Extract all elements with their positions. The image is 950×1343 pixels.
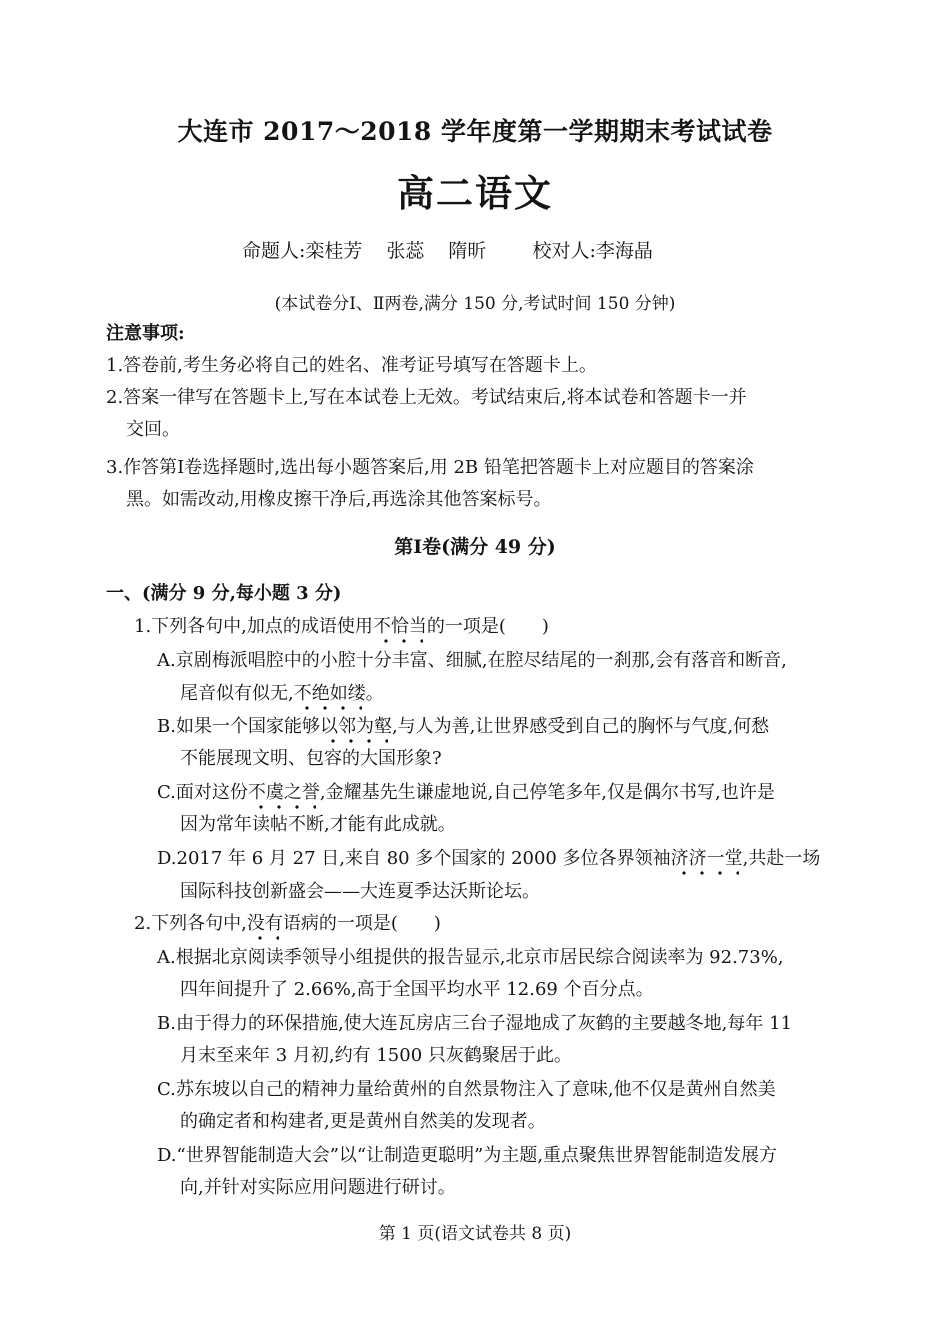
q1-option-a-end: 。 (365, 683, 384, 704)
q2-option-b-line-1: B.由于得力的环保措施,使大连瓦房店三台子湿地成了灰鹤的主要越冬地,每年 11 (157, 1013, 793, 1034)
q1-option-a-text: 尾音似有似无, (180, 683, 294, 704)
q1-option-c-line-1 (157, 777, 775, 809)
q1-option-d-line-1 (157, 843, 820, 875)
q1-option-b-line-1 (157, 711, 769, 743)
part-heading: 一、(满分 9 分,每小题 3 分) (106, 583, 342, 604)
q1-option-b-idiom: 以邻为壑 (319, 716, 392, 737)
q1-option-c-idiom: 不虞之誉 (247, 782, 320, 803)
q1-option-c-text: C.面对这份 (157, 782, 248, 803)
q1-option-d-idiom: 济济一堂 (670, 848, 743, 869)
q2-option-d-line-2: 向,并针对实际应用问题进行研讨。 (180, 1177, 456, 1198)
q1-option-a-line-1: A.京剧梅派唱腔中的小腔十分丰富、细腻,在腔尽结尾的一刹那,会有落音和断音, (157, 650, 787, 671)
notes-heading: 注意事项: (106, 323, 185, 344)
q2-stem-emphasis: 没有 (246, 913, 283, 934)
author-3: 隋昕 (448, 240, 487, 262)
page-footer: 第 1 页(语文试卷共 8 页) (378, 1224, 572, 1244)
exam-info: (本试卷分Ⅰ、Ⅱ两卷,满分 150 分,考试时间 150 分钟) (274, 294, 676, 314)
q2-option-a-line-1: A.根据北京阅读季领导小组提供的报告显示,北京市居民综合阅读率为 92.73%, (157, 947, 784, 968)
q1-option-b-line-2: 不能展现文明、包容的大国形象? (180, 748, 442, 769)
notes-item-3-line-2: 黑。如需改动,用橡皮擦干净后,再选涂其他答案标号。 (126, 489, 552, 510)
q1-stem-text-end: 的一项是( ) (426, 616, 549, 637)
notes-item-2-line-2: 交回。 (126, 419, 180, 440)
q2-stem (134, 908, 441, 940)
q1-stem-text: 1.下列各句中,加点的成语使用 (134, 616, 373, 637)
notes-item-2-line-1: 2.答案一律写在答题卡上,写在本试卷上无效。考试结束后,将本试卷和答题卡一并 (106, 387, 747, 408)
section-title: 第Ⅰ卷(满分 49 分) (394, 536, 556, 558)
notes-item-1: 1.答卷前,考生务必将自己的姓名、准考证号填写在答题卡上。 (106, 355, 597, 376)
proofreader: 校对人:李海晶 (532, 240, 653, 262)
author-2: 张蕊 (386, 240, 425, 262)
q1-option-c-text-end: ,金耀基先生谦虚地说,自己停笔多年,仅是偶尔书写,也许是 (319, 782, 775, 803)
q1-stem (134, 611, 549, 643)
q1-option-b-text: B.如果一个国家能够 (157, 716, 320, 737)
q2-stem-text-end: 语病的一项是( ) (282, 913, 441, 934)
notes-item-3-line-1: 3.作答第Ⅰ卷选择题时,选出每小题答案后,用 2B 铅笔把答题卡上对应题目的答案涂 (106, 457, 754, 478)
q2-option-c-line-2: 的确定者和构建者,更是黄州自然美的发现者。 (180, 1111, 546, 1132)
q2-option-d-line-1: D.“世界智能制造大会”以“让制造更聪明”为主题,重点聚焦世界智能制造发展方 (157, 1145, 778, 1166)
author-1: 命题人:栾桂芳 (242, 240, 363, 262)
q1-option-d-text: D.2017 年 6 月 27 日,来自 80 多个国家的 2000 多位各界领袖 (157, 848, 671, 869)
q2-option-c-line-1: C.苏东坡以自己的精神力量给黄州的自然景物注入了意味,他不仅是黄州自然美 (157, 1079, 776, 1100)
exam-title: 大连市 2017～2018 学年度第一学期期末考试试卷 (177, 117, 773, 146)
q1-option-d-line-2: 国际科技创新盛会——大连夏季达沃斯论坛。 (180, 881, 540, 902)
q2-option-b-line-2: 月末至来年 3 月初,约有 1500 只灰鹤聚居于此。 (180, 1045, 572, 1066)
q1-option-d-text-end: ,共赴一场 (742, 848, 821, 869)
authors-line (242, 236, 653, 263)
subject-title: 高二语文 (397, 171, 553, 215)
q1-option-c-line-2: 因为常年读帖不断,才能有此成就。 (180, 814, 456, 835)
q1-stem-emphasis: 不恰当 (372, 616, 427, 637)
q1-option-a-idiom: 不绝如缕 (293, 683, 366, 704)
q2-option-a-line-2: 四年间提升了 2.66%,高于全国平均水平 12.69 个百分点。 (180, 979, 654, 1000)
q1-option-b-text-end: ,与人为善,让世界感受到自己的胸怀与气度,何愁 (391, 716, 770, 737)
q2-stem-text: 2.下列各句中, (134, 913, 247, 934)
q1-option-a-line-2 (180, 678, 384, 710)
